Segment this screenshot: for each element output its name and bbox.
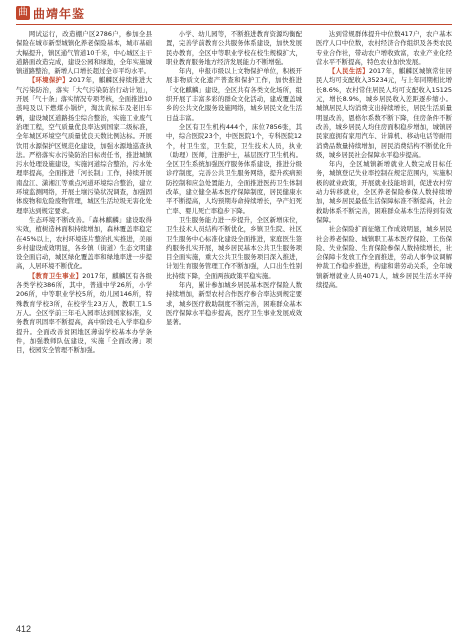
paragraph xyxy=(16,272,152,356)
column-1 xyxy=(16,30,152,620)
paragraph xyxy=(16,76,152,215)
section-heading: 【人民生活】 xyxy=(328,67,369,76)
paragraph-text: 2017年，麒麟区持续推进大气污染防治，落实「大气污染防治行动计划」，开展「气十条」落实情况专项考核，全面推进10蒸吨及以下燃煤小锅炉，淘汰黄标车及老旧车辆，建设城区道路扬尘综合整治，实施工业废气治理工程，空气质量优良率达到国家二级标准，全年城区环境空气质量优良天数比例达标。开展饮用水源保护区规范化建设，加强水源地巡查执法。严格落实水污染防治目标责任书，推进城镇污水处理设施建设，实施河道综合整治，污水处理率提高，全面推进「河长制」工作，持续开展南盘江、潇湘江等重点河道环境综合整治，建立环境监测网络，开展土壤污染状况调查，加强固体废物和危险废物管理，城区生活垃圾无害化处理率达到规定要求。 xyxy=(16,76,152,215)
paragraph-text: 卫生服务能力进一步提升，全区新增床位，卫生技术人员结构不断优化，乡镇卫生院、社区卫生服务中心标准化建设全面推进，家庭医生签约服务扎实开展，城乡居民基本公共卫生服务项目全面实施，重大公共卫生服务项目深入推进，计划生育服务管理工作不断加强，人口出生性别比持续下降，全面两孩政策平稳实施。 xyxy=(166,215,302,280)
page-header xyxy=(0,0,468,26)
column-2 xyxy=(166,30,302,620)
column-3 xyxy=(316,30,452,620)
paragraph-text: 生态环境不断改善。「森林麒麟」建设取得实效，植树造林面积持续增加，森林覆盖率稳定在45%以上，农村环境连片整治扎实推进，美丽乡村建设成效明显，各乡镇（街道）生态文明建设全面启动，城区绿化覆盖率和绿地率进一步提高，人居环境不断优化。 xyxy=(16,215,152,271)
section-heading: 【环境保护】 xyxy=(28,76,69,85)
paragraph xyxy=(316,225,452,290)
text-columns xyxy=(16,30,452,620)
yearbook-logo xyxy=(16,4,85,22)
page-number: 412 xyxy=(16,624,32,634)
paragraph-text: 社会保险扩面征缴工作成效明显，城乡居民社会养老保险、城镇职工基本医疗保险、工伤保险、失业保险、生育保险参保人数持续增长，社会保障卡发放工作全面推进，劳动人事争议调解仲裁工作稳步推进，构建和谐劳动关系，全年城镇新增就业人员4071人，城乡居民生活水平持续提高。 xyxy=(316,225,452,290)
paragraph-text: 网试运行，改造棚户区2786户，参加全县保险在城市新型城镇化养老保险基本，城市基础大幅提升，镇区通气管道10千米，中心城区主干道路面改造完成，建设公园和绿地，全年实施城镇道路整治，新增人口增长超过全市平均水平。 xyxy=(16,30,152,76)
paragraph xyxy=(16,30,152,76)
section-heading: 【教育卫生事业】 xyxy=(28,271,83,280)
paragraph-text: 小学、幼儿园等，不断推进教育资源均衡配置，完善学前教育公共服务体系建设，加快发展民办教育，全区中等职业学校在校生规模扩大，职业教育服务地方经济发展能力不断增强。 xyxy=(166,30,302,66)
header-divider xyxy=(16,24,452,25)
paragraph-text: 全区有卫生机构444个，床位7856张，其中，综合医院23个，中医医院1个，专科医院12个，村卫生室，卫生院，卫生技术人员，执业（助理）医师，注册护士，基层医疗卫生机构。全区卫生系统加强医疗服务体系建设，推进分级诊疗制度，完善公共卫生服务网络，提升疾病预防控制和应急处置能力，全面推进医药卫生体制改革，建立健全基本医疗保障制度，居民健康水平不断提高，人均预期寿命持续增长，孕产妇死亡率、婴儿死亡率稳步下降。 xyxy=(166,122,302,215)
paragraph-text: 年内，全区城镇新增就业人数完成目标任务，城镇登记失业率控制在规定范围内，实施积极的就业政策，开展就业技能培训，促进农村劳动力转移就业，全区养老保险参保人数持续增加，城乡居民最低生活保障标准不断提高，社会救助体系不断完善，困难群众基本生活得到有效保障。 xyxy=(316,160,452,224)
yearbook-title: 曲靖年鉴 xyxy=(33,6,86,21)
paragraph xyxy=(166,216,302,281)
paragraph xyxy=(166,30,302,67)
paragraph xyxy=(166,123,302,216)
paragraph-text: 达到常规群体提升中位数417户，农户基本医疗人口中位数，农村经济合作组织及各类农民专业合作社，带动农户增收致富，农业产业化经营水平不断提高，特色农业加快发展。 xyxy=(316,30,452,66)
paragraph-text: 2017年，麒麟区有各级各类学校386所，其中，普通中学26所，小学206所，中等职业学校5所，幼儿园146所，特殊教育学校3所，在校学生23万人，教职工1.5万人。全区学前三年毛入园率达到国家标准，义务教育巩固率不断提高，高中阶段毛入学率稳步提升。全面改善贫困地区薄弱学校基本办学条件，加强教师队伍建设，实施「全面改薄」项目，校园安全管理不断加强。 xyxy=(16,271,152,355)
paragraph xyxy=(16,216,152,272)
paragraph xyxy=(316,30,452,67)
paragraph xyxy=(316,67,452,160)
paragraph xyxy=(166,67,302,123)
paragraph xyxy=(316,160,452,225)
paragraph-text: 年内，申报市级以上文物保护单位，积极开展非物质文化遗产普查和保护工作，加快推进「文化麒麟」建设，全区共有各类文化场所，组织开展了丰富多彩的群众文化活动，建成覆盖城乡的公共文化服务设施网络，城乡居民文化生活日益丰富。 xyxy=(166,67,302,122)
paragraph xyxy=(166,281,302,327)
paragraph-text: 2017年，麒麟区城镇常住居民人均可支配收入35234元，与上年同期相比增长8.6%，农村常住居民人均可支配收入15125元，增长8.9%，城乡居民收入差距逐步缩小。城镇居民人均消费支出持续增长，居民生活质量明显改善，恩格尔系数不断下降，住房条件不断改善，城乡居民人均住房面积稳步增加，城镇居民家庭拥有家用汽车、计算机、移动电话等耐用消费品数量持续增加，居民消费结构不断优化升级，城乡居民社会保障水平稳步提高。 xyxy=(316,67,452,159)
yearbook-emblem-icon: 曲 xyxy=(18,7,28,18)
paragraph-text: 年内，累计参加城乡居民基本医疗保险人数持续增加，新型农村合作医疗参合率达到规定要求，城乡医疗救助制度不断完善，困难群众基本医疗保障水平稳步提高，医疗卫生事业发展成效显著。 xyxy=(166,281,302,327)
